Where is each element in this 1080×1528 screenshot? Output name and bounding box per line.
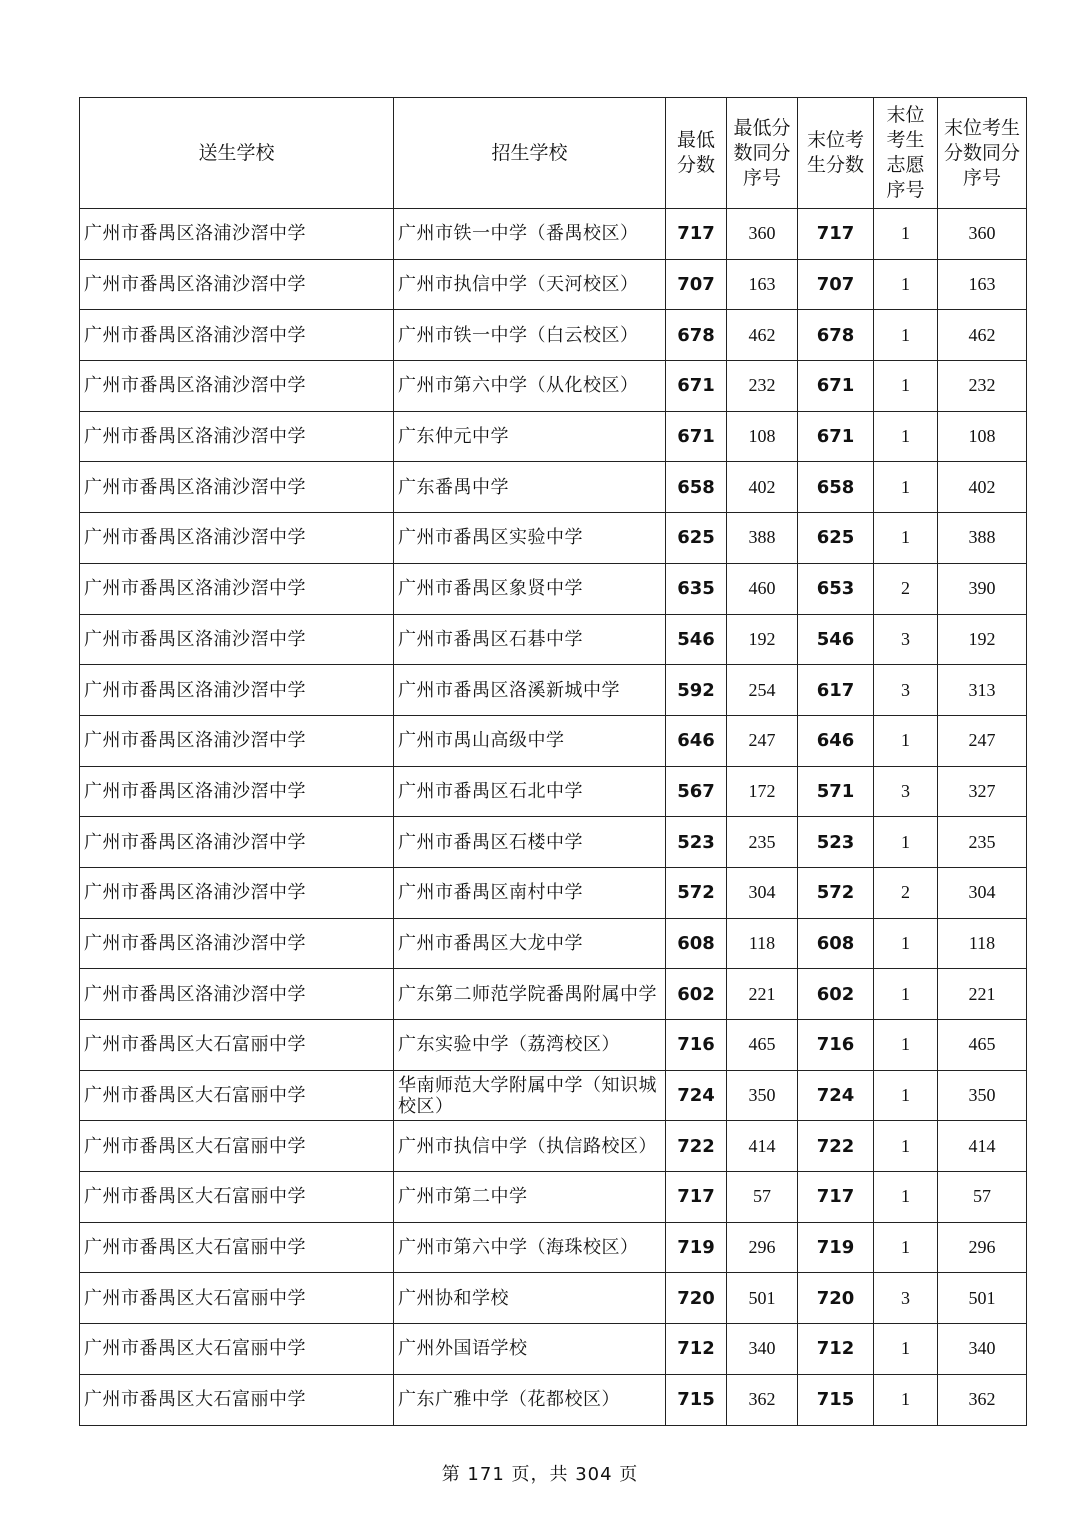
last-score-rank-cell: 414 [938, 1121, 1027, 1172]
header-text-line: 末位 [886, 104, 925, 126]
last-score-rank-cell: 390 [938, 563, 1027, 614]
last-score-cell: 602 [798, 969, 874, 1020]
admitting-school-cell: 广州市禺山高级中学 [394, 715, 666, 766]
sending-school-cell: 广州市番禺区大石富丽中学 [80, 1121, 394, 1172]
last-score-rank-cell: 304 [938, 867, 1027, 918]
min-score-rank-cell: 296 [727, 1222, 798, 1273]
header-min-score-rank [727, 98, 798, 209]
admitting-school-cell: 广州市番禺区象贤中学 [394, 563, 666, 614]
last-score-cell: 617 [798, 665, 874, 716]
last-choice-order-cell: 1 [874, 1121, 938, 1172]
min-score-cell: 671 [666, 411, 727, 462]
table-header-row [80, 98, 1027, 209]
table-row [80, 766, 1027, 817]
last-score-rank-cell: 402 [938, 462, 1027, 513]
admitting-school-cell: 广东广雅中学（花都校区） [394, 1374, 666, 1425]
min-score-cell: 717 [666, 1172, 727, 1223]
admitting-school-cell: 广州市番禺区大龙中学 [394, 918, 666, 969]
last-choice-order-cell: 3 [874, 614, 938, 665]
min-score-rank-cell: 460 [727, 563, 798, 614]
sending-school-cell: 广州市番禺区洛浦沙滘中学 [80, 259, 394, 310]
last-score-rank-cell: 327 [938, 766, 1027, 817]
admitting-school-cell: 广州市番禺区石碁中学 [394, 614, 666, 665]
admitting-school-cell: 广州市番禺区石楼中学 [394, 817, 666, 868]
header-text-line: 志愿 [886, 154, 925, 176]
min-score-cell: 592 [666, 665, 727, 716]
min-score-cell: 546 [666, 614, 727, 665]
last-choice-order-cell: 1 [874, 462, 938, 513]
table-row [80, 361, 1027, 412]
last-score-cell: 658 [798, 462, 874, 513]
table-row [80, 513, 1027, 564]
sending-school-cell: 广州市番禺区洛浦沙滘中学 [80, 361, 394, 412]
last-score-rank-cell: 118 [938, 918, 1027, 969]
table-row [80, 1324, 1027, 1375]
sending-school-cell: 广州市番禺区洛浦沙滘中学 [80, 817, 394, 868]
last-score-rank-cell: 108 [938, 411, 1027, 462]
min-score-cell: 646 [666, 715, 727, 766]
page-footer: 第 171 页，共 304 页 [441, 1464, 639, 1485]
sending-school-cell: 广州市番禺区大石富丽中学 [80, 1070, 394, 1121]
last-choice-order-cell: 1 [874, 361, 938, 412]
min-score-cell: 719 [666, 1222, 727, 1273]
sending-school-cell: 广州市番禺区大石富丽中学 [80, 1020, 394, 1071]
header-text-line: 末位考生 [943, 116, 1020, 139]
admitting-school-cell: 广东实验中学（荔湾校区） [394, 1020, 666, 1071]
last-score-rank-cell: 235 [938, 817, 1027, 868]
last-score-rank-cell: 340 [938, 1324, 1027, 1375]
last-choice-order-cell: 1 [874, 310, 938, 361]
last-choice-order-cell: 1 [874, 1324, 938, 1375]
min-score-rank-cell: 108 [727, 411, 798, 462]
sending-school-cell: 广州市番禺区大石富丽中学 [80, 1374, 394, 1425]
last-score-rank-cell: 247 [938, 715, 1027, 766]
admitting-school-cell: 华南师范大学附属中学（知识城校区） [394, 1070, 666, 1121]
last-choice-order-cell: 1 [874, 259, 938, 310]
header-text-line: 数同分 [733, 141, 791, 164]
table-row [80, 1222, 1027, 1273]
last-score-cell: 715 [798, 1374, 874, 1425]
min-score-cell: 678 [666, 310, 727, 361]
min-score-rank-cell: 340 [727, 1324, 798, 1375]
table-row [80, 1374, 1027, 1425]
table-row [80, 918, 1027, 969]
min-score-rank-cell: 414 [727, 1121, 798, 1172]
table-row [80, 969, 1027, 1020]
min-score-rank-cell: 254 [727, 665, 798, 716]
min-score-cell: 717 [666, 209, 727, 260]
sending-school-cell: 广州市番禺区洛浦沙滘中学 [80, 969, 394, 1020]
table-row [80, 209, 1027, 260]
admitting-school-cell: 广州市番禺区石北中学 [394, 766, 666, 817]
last-score-rank-cell: 465 [938, 1020, 1027, 1071]
last-score-rank-cell: 362 [938, 1374, 1027, 1425]
sending-school-cell: 广州市番禺区洛浦沙滘中学 [80, 462, 394, 513]
last-score-cell: 523 [798, 817, 874, 868]
min-score-cell: 715 [666, 1374, 727, 1425]
header-text-line: 最低 [676, 129, 715, 151]
admitting-school-cell: 广州外国语学校 [394, 1324, 666, 1375]
last-score-cell: 722 [798, 1121, 874, 1172]
last-score-rank-cell: 232 [938, 361, 1027, 412]
last-score-cell: 546 [798, 614, 874, 665]
last-score-cell: 572 [798, 867, 874, 918]
last-choice-order-cell: 3 [874, 665, 938, 716]
last-score-cell: 678 [798, 310, 874, 361]
min-score-cell: 523 [666, 817, 727, 868]
sending-school-cell: 广州市番禺区洛浦沙滘中学 [80, 715, 394, 766]
sending-school-cell: 广州市番禺区大石富丽中学 [80, 1324, 394, 1375]
table-row [80, 614, 1027, 665]
last-choice-order-cell: 1 [874, 1070, 938, 1121]
table-row [80, 867, 1027, 918]
last-choice-order-cell: 3 [874, 766, 938, 817]
last-score-rank-cell: 501 [938, 1273, 1027, 1324]
min-score-rank-cell: 360 [727, 209, 798, 260]
header-text-line: 序号 [886, 179, 925, 201]
admitting-school-cell: 广州市第六中学（海珠校区） [394, 1222, 666, 1273]
admitting-school-cell: 广州市番禺区洛溪新城中学 [394, 665, 666, 716]
min-score-rank-cell: 163 [727, 259, 798, 310]
last-score-cell: 571 [798, 766, 874, 817]
last-score-cell: 717 [798, 1172, 874, 1223]
table-row [80, 563, 1027, 614]
last-choice-order-cell: 2 [874, 867, 938, 918]
last-score-rank-cell: 221 [938, 969, 1027, 1020]
admitting-school-cell: 广州市番禺区实验中学 [394, 513, 666, 564]
table-body [80, 209, 1027, 1426]
header-text-line: 招生学校 [491, 141, 568, 164]
table-row [80, 462, 1027, 513]
admitting-school-cell: 广州市第二中学 [394, 1172, 666, 1223]
min-score-cell: 724 [666, 1070, 727, 1121]
admitting-school-cell: 广州市第六中学（从化校区） [394, 361, 666, 412]
last-score-cell: 707 [798, 259, 874, 310]
sending-school-cell: 广州市番禺区大石富丽中学 [80, 1222, 394, 1273]
sending-school-cell: 广州市番禺区洛浦沙滘中学 [80, 918, 394, 969]
header-text-line: 序号 [962, 166, 1001, 189]
table-row [80, 411, 1027, 462]
admitting-school-cell: 广州市铁一中学（白云校区） [394, 310, 666, 361]
admitting-school-cell: 广州市铁一中学（番禺校区） [394, 209, 666, 260]
admitting-school-cell: 广东第二师范学院番禺附属中学 [394, 969, 666, 1020]
last-choice-order-cell: 1 [874, 918, 938, 969]
min-score-rank-cell: 388 [727, 513, 798, 564]
header-text-line: 送生学校 [198, 141, 275, 164]
last-score-cell: 716 [798, 1020, 874, 1071]
last-choice-order-cell: 1 [874, 715, 938, 766]
table-row [80, 1172, 1027, 1223]
table-row [80, 665, 1027, 716]
header-last-choice-order [874, 98, 938, 209]
last-score-rank-cell: 163 [938, 259, 1027, 310]
last-choice-order-cell: 1 [874, 1374, 938, 1425]
last-choice-order-cell: 1 [874, 513, 938, 564]
min-score-cell: 720 [666, 1273, 727, 1324]
last-score-cell: 653 [798, 563, 874, 614]
min-score-cell: 671 [666, 361, 727, 412]
admitting-school-cell: 广州市执信中学（天河校区） [394, 259, 666, 310]
min-score-cell: 658 [666, 462, 727, 513]
last-score-rank-cell: 360 [938, 209, 1027, 260]
min-score-cell: 716 [666, 1020, 727, 1071]
min-score-cell: 707 [666, 259, 727, 310]
table-row [80, 817, 1027, 868]
table-row [80, 715, 1027, 766]
last-score-rank-cell: 57 [938, 1172, 1027, 1223]
min-score-rank-cell: 462 [727, 310, 798, 361]
last-score-cell: 720 [798, 1273, 874, 1324]
last-score-rank-cell: 192 [938, 614, 1027, 665]
sending-school-cell: 广州市番禺区大石富丽中学 [80, 1273, 394, 1324]
table-row [80, 1070, 1027, 1121]
min-score-rank-cell: 304 [727, 867, 798, 918]
last-choice-order-cell: 3 [874, 1273, 938, 1324]
min-score-cell: 572 [666, 867, 727, 918]
min-score-rank-cell: 362 [727, 1374, 798, 1425]
sending-school-cell: 广州市番禺区洛浦沙滘中学 [80, 209, 394, 260]
min-score-cell: 567 [666, 766, 727, 817]
min-score-cell: 608 [666, 918, 727, 969]
last-choice-order-cell: 1 [874, 411, 938, 462]
table-row [80, 310, 1027, 361]
last-score-rank-cell: 462 [938, 310, 1027, 361]
sending-school-cell: 广州市番禺区洛浦沙滘中学 [80, 513, 394, 564]
last-score-cell: 646 [798, 715, 874, 766]
last-score-cell: 671 [798, 361, 874, 412]
min-score-rank-cell: 465 [727, 1020, 798, 1071]
sending-school-cell: 广州市番禺区洛浦沙滘中学 [80, 665, 394, 716]
min-score-rank-cell: 247 [727, 715, 798, 766]
header-text-line: 考生 [886, 129, 925, 151]
table-row [80, 1273, 1027, 1324]
sending-school-cell: 广州市番禺区洛浦沙滘中学 [80, 766, 394, 817]
sending-school-cell: 广州市番禺区洛浦沙滘中学 [80, 867, 394, 918]
admission-score-table [79, 97, 1027, 1426]
min-score-rank-cell: 501 [727, 1273, 798, 1324]
header-text-line: 生分数 [806, 154, 864, 176]
min-score-rank-cell: 172 [727, 766, 798, 817]
table-row [80, 259, 1027, 310]
min-score-rank-cell: 57 [727, 1172, 798, 1223]
last-choice-order-cell: 1 [874, 209, 938, 260]
sending-school-cell: 广州市番禺区洛浦沙滘中学 [80, 614, 394, 665]
header-text-line: 分数 [676, 154, 715, 176]
header-text-line: 序号 [742, 166, 781, 189]
min-score-cell: 722 [666, 1121, 727, 1172]
min-score-cell: 712 [666, 1324, 727, 1375]
min-score-cell: 625 [666, 513, 727, 564]
table-row [80, 1020, 1027, 1071]
last-choice-order-cell: 1 [874, 1222, 938, 1273]
sending-school-cell: 广州市番禺区洛浦沙滘中学 [80, 310, 394, 361]
table-row [80, 1121, 1027, 1172]
min-score-rank-cell: 402 [727, 462, 798, 513]
min-score-rank-cell: 350 [727, 1070, 798, 1121]
min-score-rank-cell: 118 [727, 918, 798, 969]
admitting-school-cell: 广州市番禺区南村中学 [394, 867, 666, 918]
last-score-cell: 712 [798, 1324, 874, 1375]
header-last-score [798, 98, 874, 209]
header-text-line: 分数同分 [943, 141, 1020, 164]
min-score-cell: 635 [666, 563, 727, 614]
header-admitting-school [394, 98, 666, 209]
last-score-cell: 724 [798, 1070, 874, 1121]
last-score-rank-cell: 296 [938, 1222, 1027, 1273]
last-choice-order-cell: 1 [874, 1172, 938, 1223]
min-score-cell: 602 [666, 969, 727, 1020]
sending-school-cell: 广州市番禺区洛浦沙滘中学 [80, 563, 394, 614]
admitting-school-cell: 广东仲元中学 [394, 411, 666, 462]
min-score-rank-cell: 232 [727, 361, 798, 412]
last-choice-order-cell: 1 [874, 969, 938, 1020]
sending-school-cell: 广州市番禺区洛浦沙滘中学 [80, 411, 394, 462]
min-score-rank-cell: 192 [727, 614, 798, 665]
header-text-line: 最低分 [733, 116, 791, 139]
admitting-school-cell: 广州市执信中学（执信路校区） [394, 1121, 666, 1172]
last-score-cell: 719 [798, 1222, 874, 1273]
min-score-rank-cell: 235 [727, 817, 798, 868]
last-choice-order-cell: 2 [874, 563, 938, 614]
last-score-cell: 608 [798, 918, 874, 969]
last-score-cell: 625 [798, 513, 874, 564]
last-score-rank-cell: 388 [938, 513, 1027, 564]
last-choice-order-cell: 1 [874, 1020, 938, 1071]
last-score-cell: 717 [798, 209, 874, 260]
sending-school-cell: 广州市番禺区大石富丽中学 [80, 1172, 394, 1223]
admitting-school-cell: 广州协和学校 [394, 1273, 666, 1324]
min-score-rank-cell: 221 [727, 969, 798, 1020]
header-text-line: 末位考 [806, 129, 864, 151]
header-last-score-rank [938, 98, 1027, 209]
last-score-cell: 671 [798, 411, 874, 462]
last-choice-order-cell: 1 [874, 817, 938, 868]
header-min-score [666, 98, 727, 209]
last-score-rank-cell: 313 [938, 665, 1027, 716]
header-sending-school [80, 98, 394, 209]
last-score-rank-cell: 350 [938, 1070, 1027, 1121]
admitting-school-cell: 广东番禺中学 [394, 462, 666, 513]
